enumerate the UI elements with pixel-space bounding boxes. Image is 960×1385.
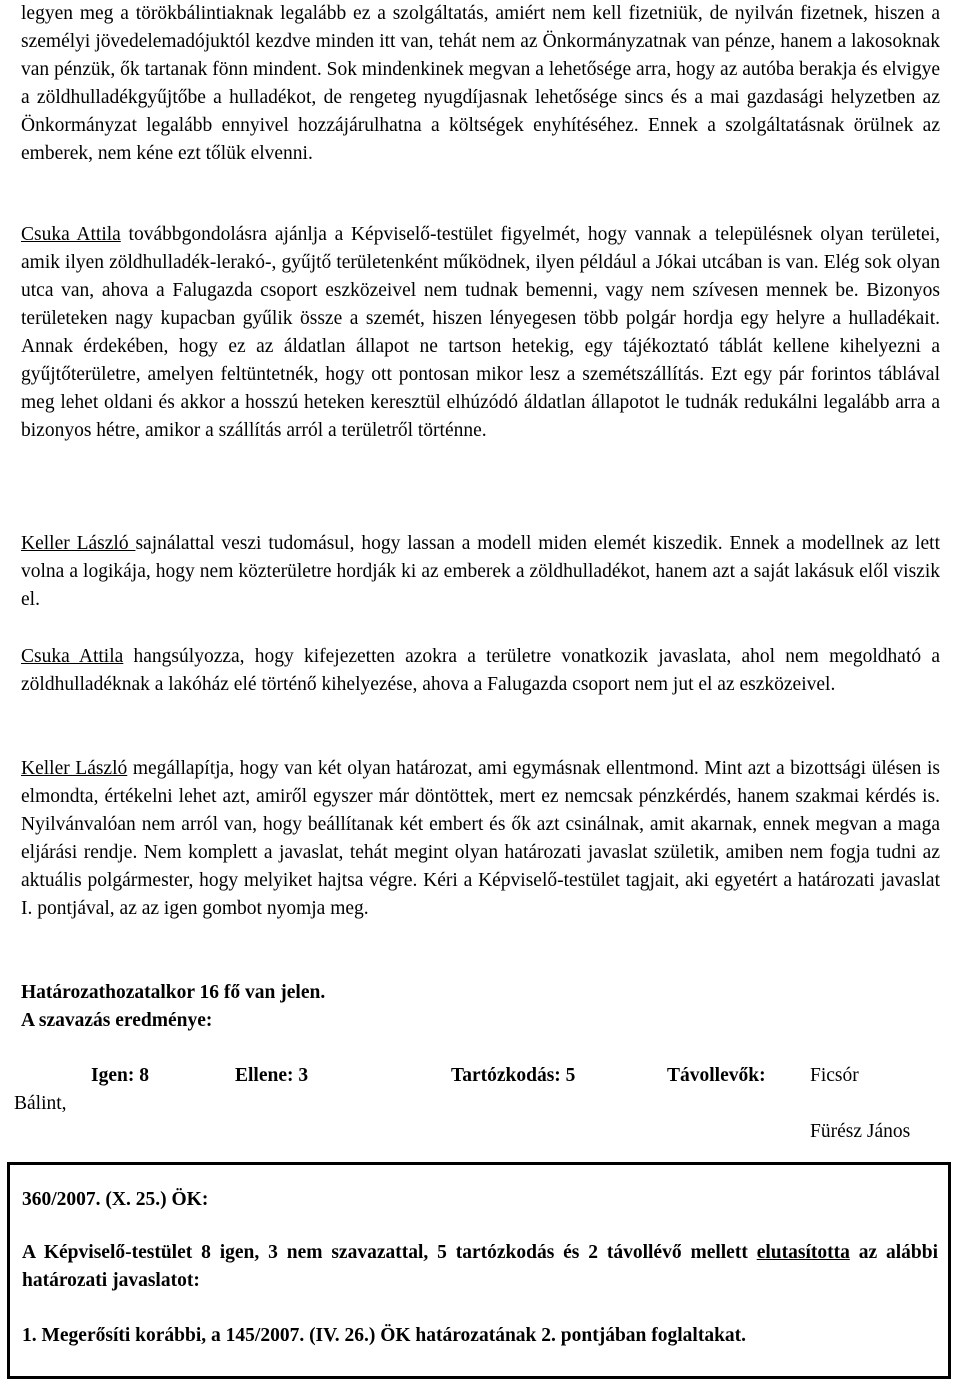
resolution-intro-start: A Képviselő-testület 8 igen, 3 nem szavazattal, 5 tartózkodás és 2 távollévő mellett bbox=[22, 1242, 748, 1263]
vote-result-heading bbox=[21, 1007, 940, 1035]
resolution-rejected-word: elutasította bbox=[756, 1242, 850, 1263]
paragraph-1-text: legyen meg a törökbálintiaknak legalább ez a szolgáltatás, amiért nem kell fizetniük, de nyilván fizetnek, hiszen a személyi jövedelemadójuktól kezdve minden itt van, tehát nem az Önkormányzatnak van pénze, hanem a lakosoknak van pénzük, ők tartanak fönn mindent. Sok mindenkinek megvan a lehetősége arra, hogy az autóba berakja és elvigye a zöldhulladékgyűjtőbe a hulladékot, de rengeteg nyugdíjasnak lehetősége sincs és a mai gazdasági helyzetben az Önkormányzat legalább ennyivel hozzájárulhatna a költségek enyhítéséhez. Ennek a szolgáltatásnak örülnek az emberek, nem kéne ezt tőlük elvenni. bbox=[21, 3, 940, 164]
paragraph-keller-1 bbox=[21, 530, 940, 614]
paragraph-csuka-2 bbox=[21, 643, 940, 699]
paragraph-csuka-1 bbox=[21, 221, 940, 445]
paragraph-1 bbox=[21, 0, 940, 168]
absent-name-1a: Ficsór bbox=[810, 1065, 859, 1086]
paragraph-text: megállapítja, hogy van két olyan határozat, ami egymásnak ellentmond. Mint azt a bizottsági ülésen is elmondta, értékelni lehet azt, amiről egyszer már döntöttek, mert ez nemcsak pénzkérdés, hanem szakmai kérdés is. Nyilvánvalóan nem arról van, hogy beállítanak két embert és ők azt csinálnak, amit akarnak, ennek megvan a maga eljárási rendje. Nem komplett a javaslat, tehát megint olyan határozati javaslat születik, amiben nem fogja tudni az aktuális polgármester, hogy melyiket hajtsa végre. Kéri a Képviselő-testület tagjait, aki egyetért a határozati javaslat I. pontjával, az az igen gombot nyomja meg. bbox=[21, 758, 940, 919]
paragraph-text: hangsúlyozza, hogy kifejezetten azokra a területre vonatkozik javaslata, ahol nem megoldható a zöldhulladéknak a lakóház elé történő kihelyezése, ahova a Falugazda csoport nem jut el az eszközeivel. bbox=[21, 646, 941, 695]
vote-no: Ellene: 3 bbox=[235, 1065, 309, 1086]
resolution-number: 360/2007. (X. 25.) ÖK: bbox=[22, 1189, 209, 1210]
paragraph-keller-2 bbox=[21, 755, 940, 923]
present-count-text: Határozathozatalkor 16 fő van jelen. bbox=[21, 982, 326, 1003]
vote-tally-row bbox=[0, 1062, 960, 1090]
speaker-name: Csuka Attila bbox=[21, 224, 121, 245]
present-count bbox=[21, 979, 940, 1007]
speaker-name: Keller László bbox=[21, 758, 128, 779]
vote-tally-row-2 bbox=[0, 1090, 960, 1118]
resolution-intro bbox=[22, 1239, 938, 1295]
vote-yes: Igen: 8 bbox=[91, 1065, 149, 1086]
vote-tally-row-3 bbox=[0, 1118, 960, 1146]
paragraph-text: sajnálattal veszi tudomásul, hogy lassan a modell miden elemét kiszedik. Ennek a modellnek az lett volna a logikája, hogy nem közterületre hordják ki az emberek a zöldhulladékot, hanem azt a saját lakásuk elől viszik el. bbox=[21, 533, 940, 610]
paragraph-text: továbbgondolásra ajánlja a Képviselő-testület figyelmét, hogy vannak a településnek olyan területei, amik ilyen zöldhulladék-lerakó-, gyűjtő területenként működnek, ilyen például a Jókai utcában is van. Elég sok olyan utca van, ahova a Falugazda csoport eszközeivel nem tudnak bemenni, vagy nem szívesen mennek be. Bizonyos területeken nagy kupacban gyűlik össze a szemét, hiszen lényegesen több polgár hordja egy helyre a hulladékait. Annak érdekében, hogy ez az áldatlan állapot ne tartson hetekig, egy tájékoztató táblát kellene kihelyezni a gyűjtőterületre, amelyen feltüntetnék, hogy ott pontosan mikor lesz a szemétszállítás. Ezt egy pár forintos táblával meg lehet oldani és akkor a hosszú heteken keresztül elhúzódó áldatlan állapotot le tudnák redukálni legalább arra a bizonyos hétre, amikor a szállítás arról a területről történne. bbox=[21, 224, 940, 441]
speaker-name: Keller László bbox=[21, 533, 136, 554]
resolution-intro-end: az alábbi határozati javaslatot: bbox=[22, 1242, 938, 1291]
absent-name-1b: Bálint, bbox=[14, 1093, 67, 1114]
resolution-item-1: 1. Megerősíti korábbi, a 145/2007. (IV. 26.) ÖK határozatának 2. pontjában foglaltakat. bbox=[22, 1325, 747, 1346]
vote-abstain: Tartózkodás: 5 bbox=[451, 1065, 576, 1086]
vote-result-heading-text: A szavazás eredménye: bbox=[21, 1010, 213, 1031]
resolution-box bbox=[7, 1162, 951, 1379]
speaker-name: Csuka Attila bbox=[21, 646, 124, 667]
vote-absent-label: Távollevők: bbox=[667, 1065, 766, 1086]
absent-name-2: Fürész János bbox=[810, 1121, 911, 1142]
